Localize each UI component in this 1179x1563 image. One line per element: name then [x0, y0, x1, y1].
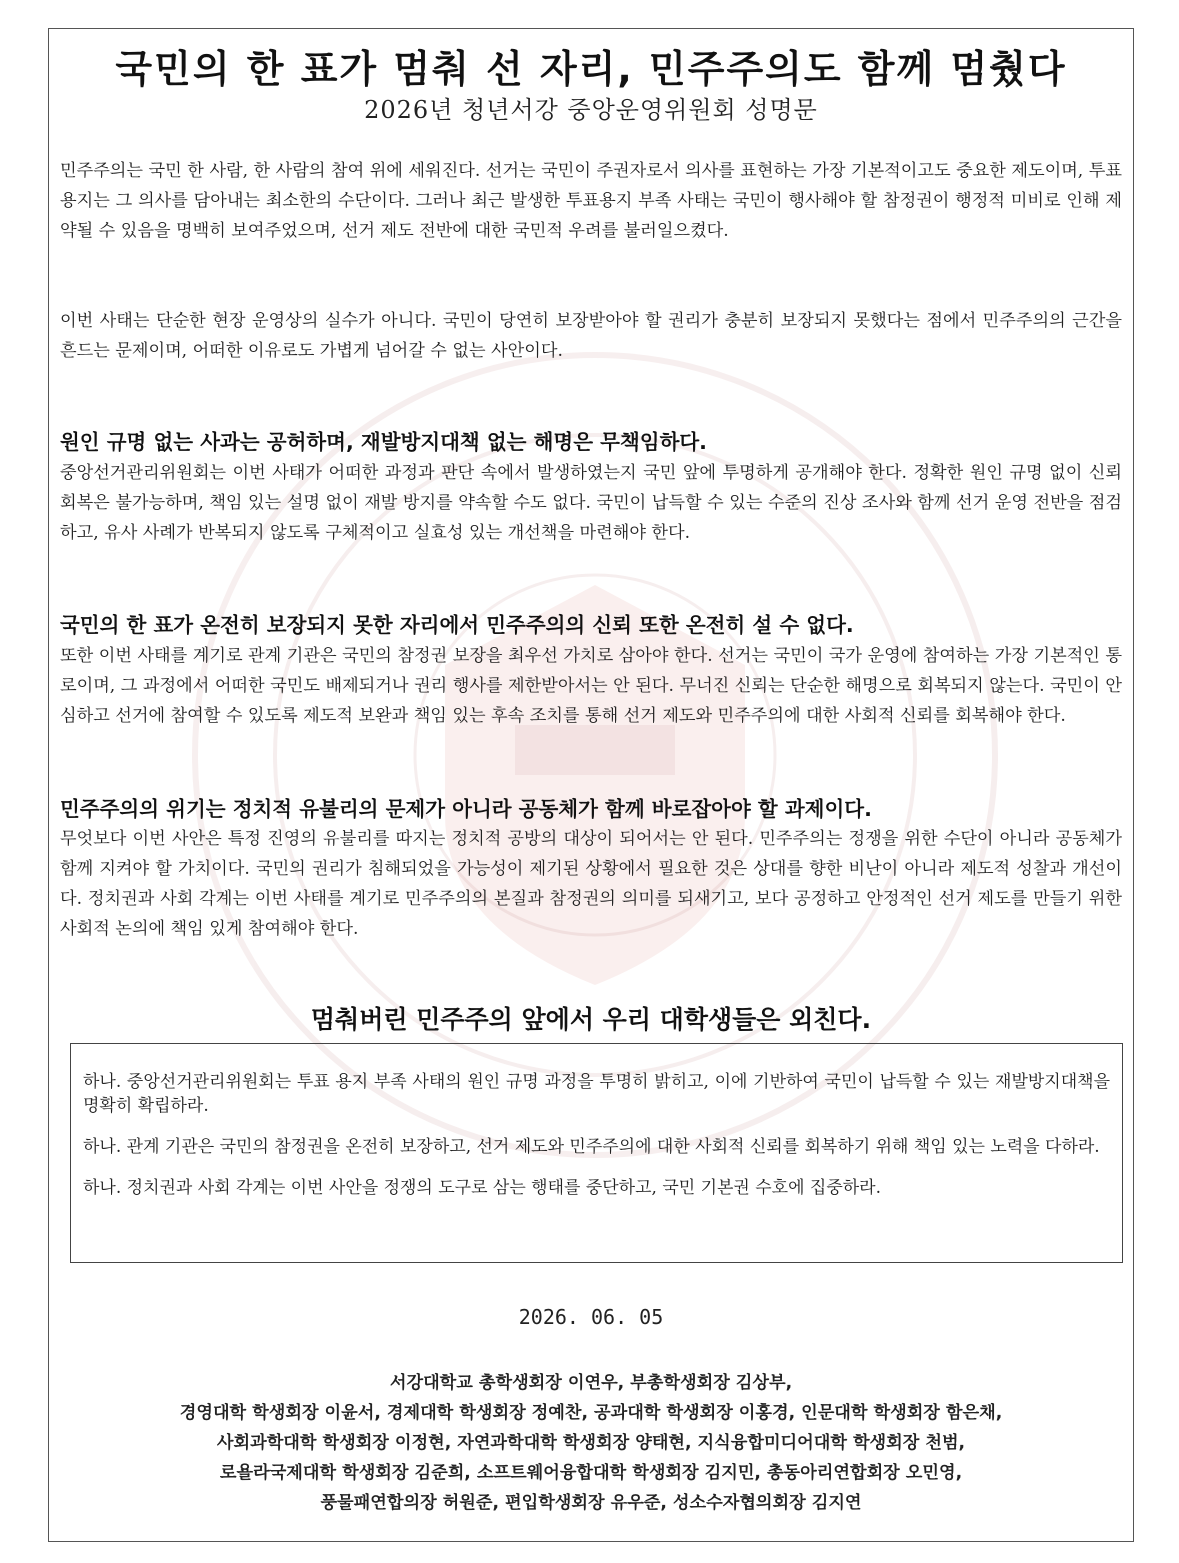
signers-line-1: 서강대학교 총학생회장 이연우, 부총학생회장 김상부,: [389, 1373, 793, 1393]
signers-line-5: 풍물패연합의장 허원준, 편입학생회장 유우준, 성소수자협의회장 김지연: [320, 1493, 862, 1513]
statement-date: 2026. 06. 05: [518, 1305, 664, 1329]
signers-line-2: 경영대학 학생회장 이윤서, 경제대학 학생회장 정예찬, 공과대학 학생회장 이홍경, 인문대학 학생회장 함은채,: [179, 1403, 1003, 1423]
section-2-body: 또한 이번 사태를 계기로 관계 기관은 국민의 참정권 보장을 최우선 가치로 삼아야 한다. 선거는 국민이 국가 운영에 참여하는 가장 기본적인 통로이며, 그 과정에서 어떠한 국민도 배제되거나 권리 행사를 제한받아서는 안 된다. 무너진 신뢰는 단순한 해명으로 회복되지 않는다. 국민이 안심하고 선거에 참여할 수 있도록 제도적 보완과 책임 있는 후속 조치를 통해 선거 제도와 민주주의에 대한 사회적 신뢰를 회복해야 한다.: [60, 646, 1122, 726]
section-3-body: 무엇보다 이번 사안은 특정 진영의 유불리를 따지는 정치적 공방의 대상이 되어서는 안 된다. 민주주의는 정쟁을 위한 수단이 아니라 공동체가 함께 지켜야 할 가치이다. 국민의 권리가 침해되었을 가능성이 제기된 상황에서 필요한 것은 상대를 향한 비난이 아니라 제도적 성찰과 개선이다. 정치권과 사회 각계는 이번 사태를 계기로 민주주의의 본질과 참정권의 의미를 되새기고, 보다 공정하고 안정적인 선거 제도를 만들기 위한 사회적 논의에 책임 있게 참여해야 한다.: [60, 829, 1122, 939]
intro-paragraph-1: 민주주의는 국민 한 사람, 한 사람의 참여 위에 세워진다. 선거는 국민이 주권자로서 의사를 표현하는 가장 기본적이고도 중요한 제도이며, 투표용지는 그 의사를 담아내는 최소한의 수단이다. 그러나 최근 발생한 투표용지 부족 사태는 국민이 행사해야 할 참정권이 행정적 미비로 인해 제약될 수 있음을 명백히 보여주었으며, 선거 제도 전반에 대한 국민적 우려를 불러일으켰다.: [60, 161, 1122, 241]
intro-paragraph-2: 이번 사태는 단순한 현장 운영상의 실수가 아니다. 국민이 당연히 보장받아야 할 권리가 충분히 보장되지 못했다는 점에서 민주주의의 근간을 흔드는 문제이며, 어떠한 이유로도 가볍게 넘어갈 수 없는 사안이다.: [60, 311, 1122, 361]
demands-box: [70, 1043, 1123, 1263]
statement-title: 국민의 한 표가 멈춰 선 자리, 민주주의도 함께 멈췄다: [115, 47, 1067, 91]
signers-line-3: 사회과학대학 학생회장 이정현, 자연과학대학 학생회장 양태현, 지식융합미디어대학 학생회장 천범,: [216, 1433, 966, 1453]
signers-list: [60, 1368, 1122, 1518]
demand-item-3: 하나. 정치권과 사회 각계는 이번 사안을 정쟁의 도구로 삼는 행태를 중단하고, 국민 기본권 수호에 집중하라.: [83, 1178, 882, 1198]
signers-line-4: 로욜라국제대학 학생회장 김준희, 소프트웨어융합대학 학생회장 김지민, 총동아리연합회장 오민영,: [219, 1463, 963, 1483]
section-1-heading: 원인 규명 없는 사과는 공허하며, 재발방지대책 없는 해명은 무책임하다.: [60, 430, 707, 454]
section-1-body: 중앙선거관리위원회는 이번 사태가 어떠한 과정과 판단 속에서 발생하였는지 국민 앞에 투명하게 공개해야 한다. 정확한 원인 규명 없이 신뢰 회복은 불가능하며, 책임 있는 설명 없이 재발 방지를 약속할 수도 없다. 국민이 납득할 수 있는 수준의 진상 조사와 함께 선거 운영 전반을 점검하고, 유사 사례가 반복되지 않도록 구체적이고 실효성 있는 개선책을 마련해야 한다.: [60, 463, 1122, 543]
call-heading: 멈춰버린 민주주의 앞에서 우리 대학생들은 외친다.: [310, 1005, 872, 1034]
section-3-heading: 민주주의의 위기는 정치적 유불리의 문제가 아니라 공동체가 함께 바로잡아야 할 과제이다.: [60, 797, 872, 821]
demand-item-2: 하나. 관계 기관은 국민의 참정권을 온전히 보장하고, 선거 제도와 민주주의에 대한 사회적 신뢰를 회복하기 위해 책임 있는 노력을 다하라.: [83, 1137, 1100, 1157]
section-2-heading: 국민의 한 표가 온전히 보장되지 못한 자리에서 민주주의의 신뢰 또한 온전히 설 수 없다.: [60, 613, 854, 637]
demand-item-1: 하나. 중앙선거관리위원회는 투표 용지 부족 사태의 원인 규명 과정을 투명히 밝히고, 이에 기반하여 국민이 납득할 수 있는 재발방지대책을 명확히 확립하라.: [83, 1072, 1110, 1116]
statement-subtitle: 2026년 청년서강 중앙운영위원회 성명문: [364, 96, 818, 124]
